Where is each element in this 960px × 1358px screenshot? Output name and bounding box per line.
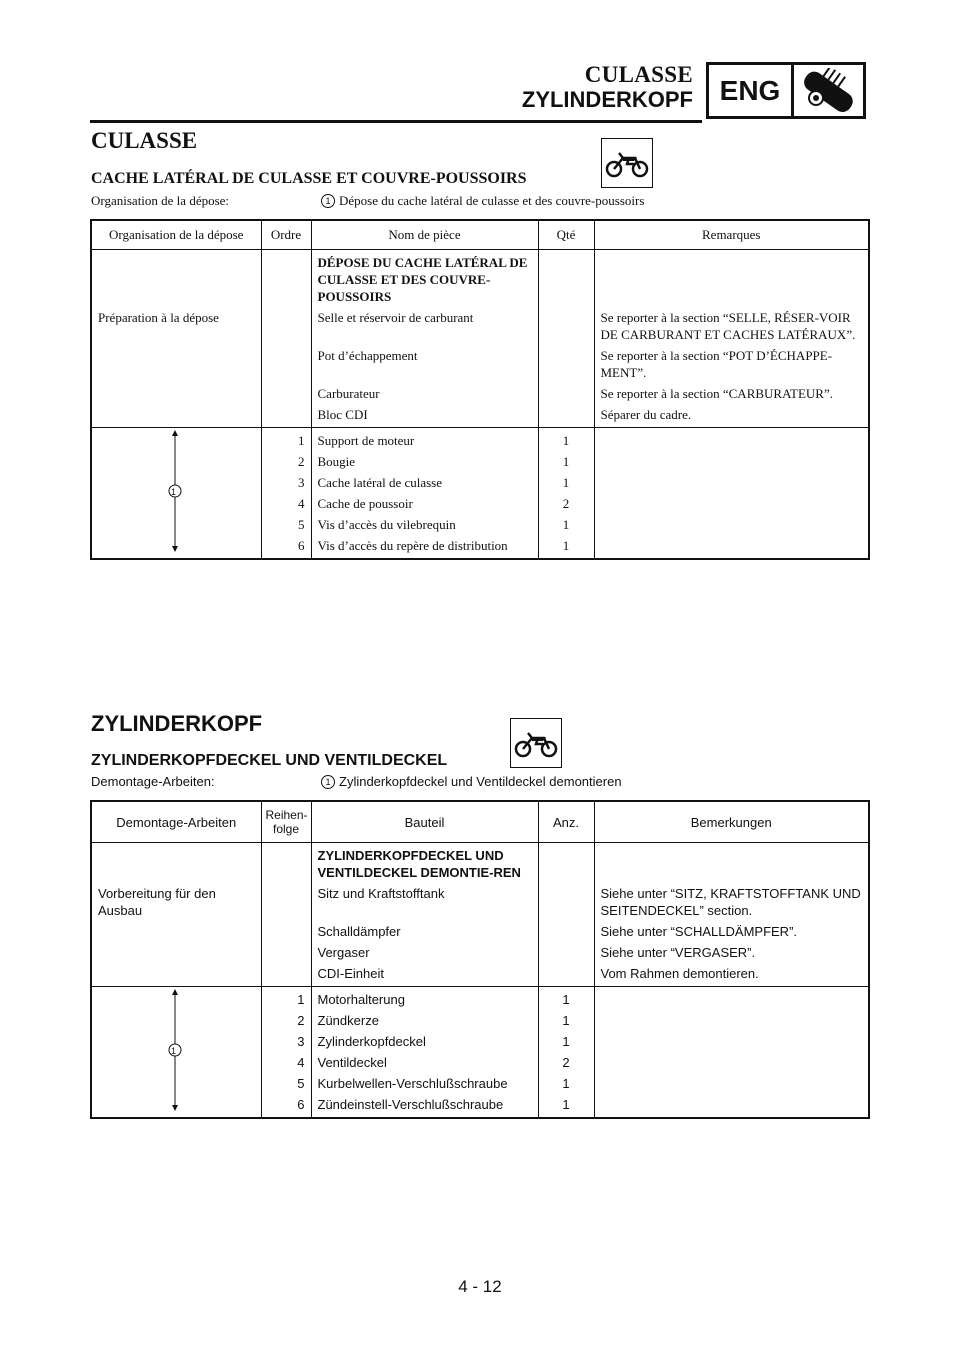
subheading-fr: CACHE LATÉRAL DE CULASSE ET COUVRE-POUSSOIRS (91, 170, 527, 187)
part-name: CDI-Einheit (311, 963, 538, 987)
prep-label: Vorbereitung für den Ausbau (91, 883, 261, 921)
column-header: Organisation de la dépose (91, 220, 261, 250)
order-number: 3 (261, 1031, 311, 1052)
quantity: 1 (538, 514, 594, 535)
quantity: 1 (538, 451, 594, 472)
quantity: 1 (538, 428, 594, 452)
column-header: Bemerkungen (594, 801, 869, 843)
quantity: 2 (538, 1052, 594, 1073)
quantity: 1 (538, 1010, 594, 1031)
table-row (91, 307, 869, 345)
part-name: Zündkerze (311, 1010, 538, 1031)
column-header: Ordre (261, 220, 311, 250)
quantity: 1 (538, 1073, 594, 1094)
part-name: Cache latéral de culasse (311, 472, 538, 493)
table-row (91, 428, 869, 452)
part-name: Vis d’accès du vilebrequin (311, 514, 538, 535)
order-number: 3 (261, 472, 311, 493)
sequence-number: 1 (171, 1046, 177, 1056)
order-number: 2 (261, 1010, 311, 1031)
part-name: Cache de poussoir (311, 493, 538, 514)
remark: Séparer du cadre. (594, 404, 869, 428)
order-number: 2 (261, 451, 311, 472)
step-number-badge: 1 (321, 194, 335, 208)
table-header-row (91, 801, 869, 843)
remark: Se reporter à la section “SELLE, RÉSER-VOIR DE CARBURANT ET CACHES LATÉRAUX”. (594, 307, 869, 345)
part-name: Pot d’échappement (311, 345, 538, 383)
quantity: 1 (538, 1094, 594, 1118)
order-number: 4 (261, 493, 311, 514)
table-row (91, 963, 869, 987)
quantity: 1 (538, 535, 594, 559)
order-number: 4 (261, 1052, 311, 1073)
table-header-row (91, 220, 869, 250)
header-rule (90, 120, 702, 123)
sequence-arrow (91, 428, 261, 560)
quantity: 2 (538, 493, 594, 514)
column-header: Remarques (594, 220, 869, 250)
remark: Se reporter à la section “CARBURATEUR”. (594, 383, 869, 404)
step-number-badge: 1 (321, 775, 335, 789)
subheading-de: ZYLINDERKOPFDECKEL UND VENTILDECKEL (91, 752, 448, 769)
sequence-arrow (91, 987, 261, 1119)
table-row (91, 345, 869, 383)
order-number: 5 (261, 1073, 311, 1094)
part-name: Kurbelwellen-Verschlußschraube (311, 1073, 538, 1094)
part-name: Vergaser (311, 942, 538, 963)
intro-label-de: Demontage-Arbeiten: (91, 774, 215, 789)
removal-table-fr (90, 219, 870, 560)
part-name: Vis d’accès du repère de distribution (311, 535, 538, 559)
badge-label: ENG (709, 65, 794, 116)
section-badge (706, 62, 866, 119)
part-name: Zündeinstell-Verschlußschraube (311, 1094, 538, 1118)
remark: Siehe unter “SITZ, KRAFTSTOFFTANK UND SEITENDECKEL” section. (594, 883, 869, 921)
column-header: Anz. (538, 801, 594, 843)
intro-line-de (91, 774, 622, 789)
table-row (91, 404, 869, 428)
header-title-de: ZYLINDERKOPF (521, 87, 693, 112)
part-name: Schalldämpfer (311, 921, 538, 942)
order-number: 6 (261, 1094, 311, 1118)
part-name: Sitz und Kraftstofftank (311, 883, 538, 921)
table-row (91, 883, 869, 921)
part-name: Bloc CDI (311, 404, 538, 428)
table-row (91, 942, 869, 963)
column-header: Reihen-folge (261, 801, 311, 843)
quantity: 1 (538, 472, 594, 493)
column-header: Demontage-Arbeiten (91, 801, 261, 843)
intro-text-de: Zylinderkopfdeckel und Ventildeckel demontieren (339, 774, 622, 789)
column-header: Bauteil (311, 801, 538, 843)
column-header: Qté (538, 220, 594, 250)
part-name: Support de moteur (311, 428, 538, 452)
header-title-fr: CULASSE (584, 62, 693, 87)
table-row (91, 250, 869, 308)
engine-head-icon (794, 65, 863, 116)
sequence-number: 1 (171, 487, 177, 497)
section-heading-de: ZYLINDERKOPF (91, 711, 263, 736)
order-number: 1 (261, 428, 311, 452)
removal-table-de (90, 800, 870, 1119)
remark: Vom Rahmen demontieren. (594, 963, 869, 987)
part-name: Selle et réservoir de carburant (311, 307, 538, 345)
motorcycle-icon (601, 138, 653, 188)
order-number: 5 (261, 514, 311, 535)
intro-line-fr (91, 193, 644, 209)
intro-label-fr: Organisation de la dépose: (91, 193, 230, 208)
column-header: Nom de pièce (311, 220, 538, 250)
table-row (91, 843, 869, 884)
part-name: Zylinderkopfdeckel (311, 1031, 538, 1052)
table-row (91, 383, 869, 404)
order-number: 6 (261, 535, 311, 559)
prep-label: Préparation à la dépose (91, 307, 261, 345)
remark: Siehe unter “VERGASER”. (594, 942, 869, 963)
table-row (91, 987, 869, 1011)
quantity: 1 (538, 987, 594, 1011)
page-number: 4 - 12 (458, 1277, 502, 1296)
motorcycle-icon (510, 718, 562, 768)
part-name: Bougie (311, 451, 538, 472)
remark: Se reporter à la section “POT D’ÉCHAPPE-MENT”. (594, 345, 869, 383)
part-name: Ventildeckel (311, 1052, 538, 1073)
quantity: 1 (538, 1031, 594, 1052)
procedure-title: ZYLINDERKOPFDECKEL UND VENTILDECKEL DEMONTIE-REN (311, 843, 538, 884)
section-heading-fr: CULASSE (91, 128, 198, 153)
part-name: Motorhalterung (311, 987, 538, 1011)
intro-text-fr: Dépose du cache latéral de culasse et des couvre-poussoirs (339, 193, 645, 208)
table-row (91, 921, 869, 942)
procedure-title: DÉPOSE DU CACHE LATÉRAL DE CULASSE ET DES COUVRE-POUSSOIRS (311, 250, 538, 308)
part-name: Carburateur (311, 383, 538, 404)
remark: Siehe unter “SCHALLDÄMPFER”. (594, 921, 869, 942)
order-number: 1 (261, 987, 311, 1011)
